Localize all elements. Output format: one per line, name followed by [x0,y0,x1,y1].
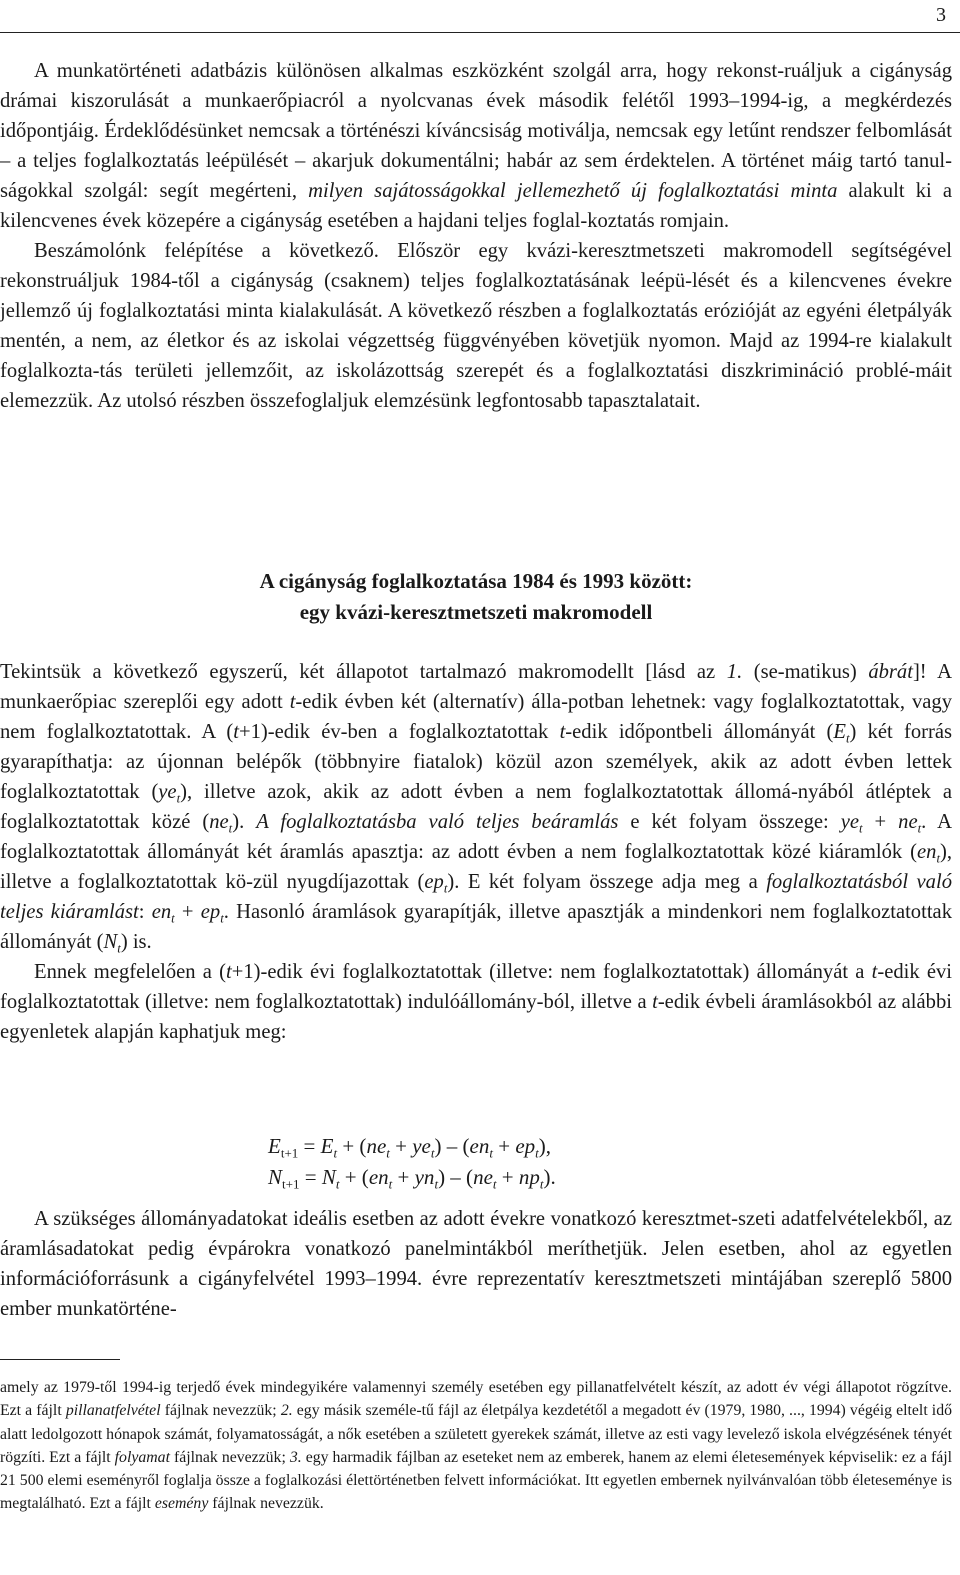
section-heading [0,566,952,628]
intro-section [0,56,952,416]
paragraph-2: Beszámolónk felépítése a következő. Először egy kvázi-keresztmetszeti makromodell segítségével rekonstruáljuk 1984-től a cigányság (csaknem) teljes foglalkoztatásának leépü-lését és a kilencvenes évekre jellemző új foglalkoztatási minta kialakulását. A következő részben a foglalkoztatás erózióját az egyéni életpályák mentén, a nem, az életkor és az iskolai végzettség függvényében követjük nyomon. Majd az 1994-re kialakult foglalkozta-tás területi jellemzőit, az iskolázottság szerepét és a foglalkoztatási diszkrimináció problé-máit elemezzük. Az utolsó részben összefoglaljuk elemzésünk legfontosabb tapasztalatait. [0,240,952,412]
page-number: 3 [936,4,946,26]
footnote: amely az 1979-től 1994-ig terjedő évek mindegyikére valamennyi személy esetében egy pillanatfelvételt készít, az adott év végi állapotot rögzítve. Ezt a fájlt pillanatfelvétel fájlnak nevezzük; 2. egy másik személe-tű fájl az életpálya kezdetétől a megadott év (1979, 1980, ..., 1994) végéig eltelt idő alatt ledolgozott hónapok számát, folyamatosságát, a nők esetében a született gyerekek számát, illetve az esti vagy levelező iskola elvégzésének tényét rögzíti. Ezt a fájlt folyamat fájlnak nevezzük; 3. egy harmadik fájlban az eseteket nem az emberek, hanem az elemi életesemények képviselik: ez a fájl 21 500 elemi eseményről foglalja össze a foglalkozási élettörténetben felvett információkat. Itt egyetlen embernek nyilvánvalóan több életeseménye is megtalálható. Ezt a fájlt esemény fájlnak nevezzük. [0,1379,952,1513]
header-rule [0,32,960,33]
data-section [0,1204,952,1324]
equation-employed: $E_{t+1} = E_t + (ne_t + ye_t) - (en_t + ep_t)$, [268,1134,552,1161]
equations-block [268,1131,556,1193]
heading-line-2: egy kvázi-keresztmetszeti makromodell [299,600,653,624]
paragraph-5: A szükséges állományadatokat ideális esetben az adott évekre vonatkozó keresztmet-szeti adatfelvételekből, az áramlásadatokat pedig évpárokra vonatkozó panelmintákból meríthetjük. Jelen esetben, ahol az egyetlen információforrásunk a cigányfelvétel 1993–1994. évre reprezentatív keresztmetszeti mintájában szereplő 5800 ember munkatörténe- [0,1208,952,1320]
paragraph-3: Tekintsük a következő egyszerű, két állapotot tartalmazó makromodellt [lásd az 1. (se-matikus) ábrát]! A munkaerőpiac szereplői egy adott t-edik évben két (alternatív) álla-potban lehetnek: vagy foglalkoztatottak, vagy nem foglalkoztatottak. A (t+1)-edik év-ben a foglalkoztatottak t-edik időpontbeli állományát $(E_t)$ két forrás gyarapíthatja: az újonnan belépők (többnyire fiatalok) közül azon személyek, akik az adott évben lettek foglalkoztatottak $(ye_t)$, illetve azok, akik az adott évben a nem foglalkoztatottak állomá-nyából átléptek a foglalkoztatottak közé $(ne_t)$. A foglalkoztatásba való teljes beáramlás e két folyam összege: $ye_t + ne_t$. A foglalkoztatottak állományát két áramlás apasztja: az adott évben a nem foglalkoztatottak közé kiáramlók $(en_t)$, illetve a foglalkoztatottak kö-zül nyugdíjazottak $(ep_t)$. E két folyam összege adja meg a foglalkoztatásból való teljes kiáramlást: $en_t + ep_t$. Hasonló áramlások gyarapítják, illetve apasztják a mindenkori nem foglalkoztatottak állományát $(N_t)$ is. [0,661,952,956]
paragraph-1: A munkatörténeti adatbázis különösen alkalmas eszközként szolgál arra, hogy rekonst-ruáljuk a cigányság drámai kiszorulását a munkaerőpiacról a nyolcvanas évek második felétől 1993–1994-ig, a megkérdezés időpontjáig. Érdeklődésünket nemcsak a történészi kíváncsiság motiválja, nemcsak egy letűnt rendszer felbomlását – a teljes foglalkoztatás leépülését – akarjuk dokumentálni; habár az sem érdektelen. A történet máig tartó tanul-ságokkal szolgál: segít megérteni, milyen sajátosságokkal jellemezhető új foglalkoztatási minta alakult ki a kilencvenes évek közepére a cigányság esetében a hajdani teljes foglal-koztatás romjain. [0,60,952,232]
heading-line-1: A cigányság foglalkoztatása 1984 és 1993 között: [259,569,693,593]
footnote-rule [0,1359,120,1360]
equation-not-employed: $N_{t+1} = N_t + (en_t + yn_t) - (ne_t + np_t)$. [268,1165,556,1192]
model-section [0,657,952,1047]
paragraph-4: Ennek megfelelően a (t+1)-edik évi foglalkoztatottak (illetve: nem foglalkoztatottak) állományát a t-edik évi foglalkoztatottak (illetve: nem foglalkoztatottak) indulóállomány-ból, illetve a t-edik évbeli áramlásokból az alábbi egyenletek alapján kaphatjuk meg: [0,961,953,1043]
